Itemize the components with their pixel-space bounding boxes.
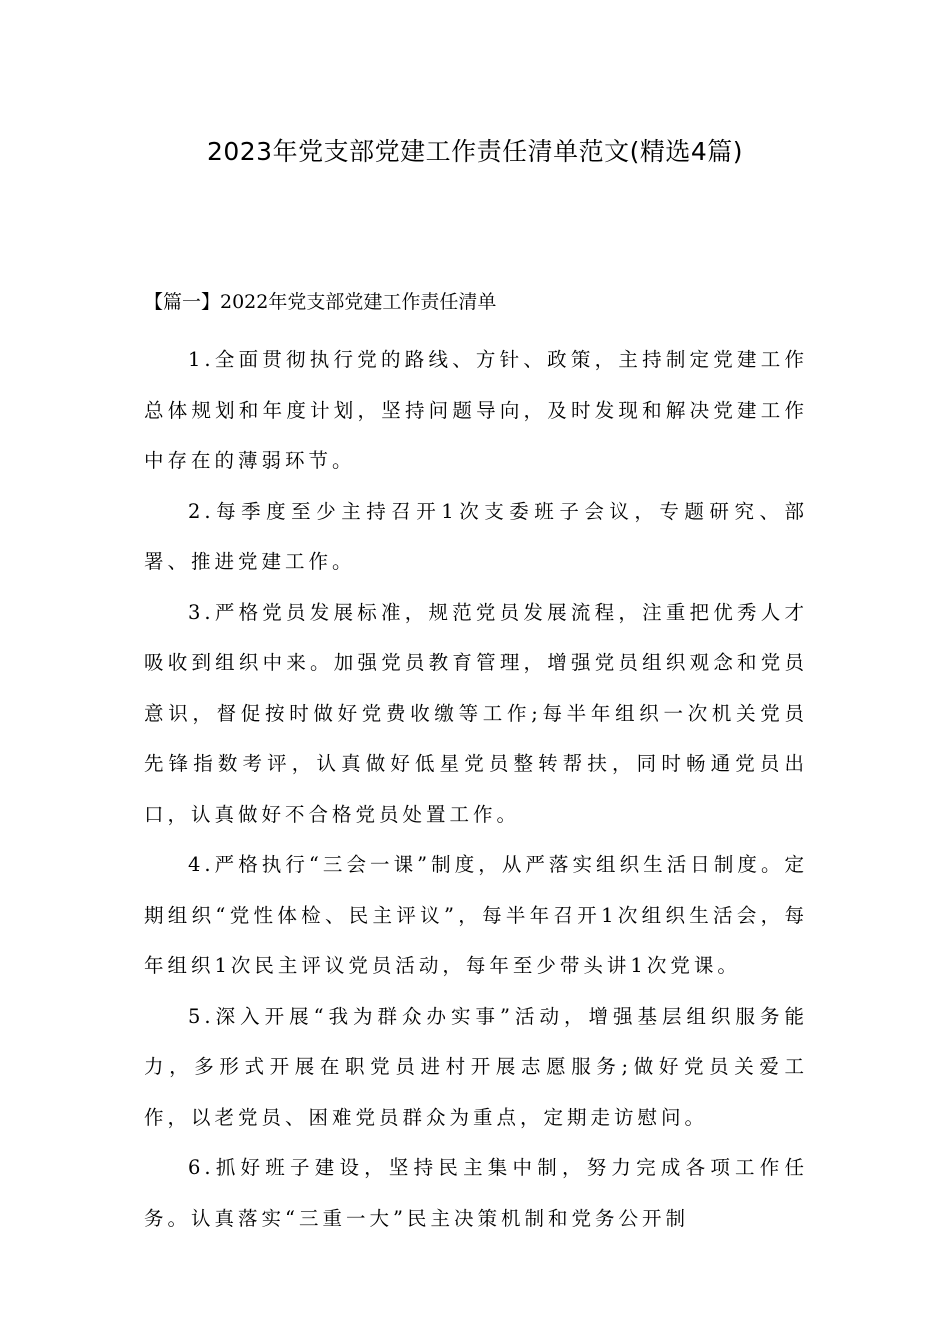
paragraph-3: 3.严格党员发展标准，规范党员发展流程，注重把优秀人才吸收到组织中来。加强党员教育管理，增强党员组织观念和党员意识，督促按时做好党费收缴等工作;每半年组织一次机关党员先锋指数考评，认真做好低星党员整转帮扶，同时畅通党员出口，认真做好不合格党员处置工作。 xyxy=(144,600,808,826)
paragraph-1: 1.全面贯彻执行党的路线、方针、政策，主持制定党建工作总体规划和年度计划，坚持问题导向，及时发现和解决党建工作中存在的薄弱环节。 xyxy=(144,348,808,472)
paragraph-2: 2.每季度至少主持召开1次支委班子会议，专题研究、部署、推进党建工作。 xyxy=(144,499,808,573)
paragraph-5: 5.深入开展“我为群众办实事”活动，增强基层组织服务能力，多形式开展在职党员进村开展志愿服务;做好党员关爱工作，以老党员、困难党员群众为重点，定期走访慰问。 xyxy=(144,1004,808,1129)
document-body xyxy=(144,335,808,1244)
document-title: 2023年党支部党建工作责任清单范文(精选4篇) xyxy=(206,137,744,166)
paragraph-6: 6.抓好班子建设，坚持民主集中制，努力完成各项工作任务。认真落实“三重一大”民主决策机制和党务公开制 xyxy=(144,1156,808,1230)
section-heading: 【篇一】2022年党支部党建工作责任清单 xyxy=(144,291,497,313)
paragraph-4: 4.严格执行“三会一课”制度，从严落实组织生活日制度。定期组织“党性体检、民主评议”，每半年召开1次组织生活会，每年组织1次民主评议党员活动，每年至少带头讲1次党课。 xyxy=(144,853,808,977)
